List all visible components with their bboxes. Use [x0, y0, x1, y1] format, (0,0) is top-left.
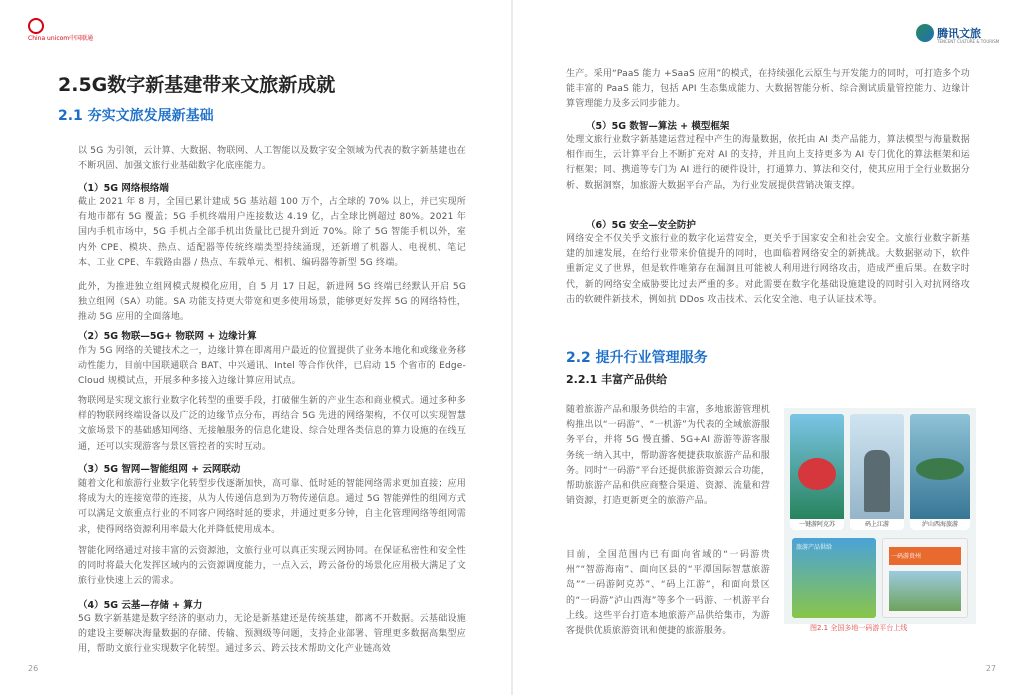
intro-paragraph: 以 5G 为引领，云计算、大数据、物联网、人工智能以及数字安全领域为代表的数字新基建也在不断巩固、加强文旅行业基础数字化底座能力。	[78, 146, 466, 172]
figure-label-jiangyou: 码上江游	[850, 519, 904, 530]
promo-screenshot-guizhou	[882, 538, 968, 618]
section-heading-2-1: 2.1 夯实文旅发展新基础	[58, 108, 214, 124]
statue-image	[864, 450, 890, 512]
promo-landscape-image	[889, 571, 961, 611]
subheading-5g-smartnet: （3）5G 智网—智能组网 + 云网联动	[78, 464, 241, 475]
paragraph-5g-network: 截止 2021 年 8 月，全国已累计建成 5G 基站超 100 万个，占全球的 70% 以上，并已实现所有地市都有 5G 覆盖；5G 手机终端用户连接数达 4.19 亿，占全球比例超过 80%。2021 年国内手机市场中，5G 手机占全部手机出货量比已提升到近 70%。除了 5G 智能手机以外，室内外 CPE、模块、热点、适配器等传统终端类型持续涌现，还新增了机器人、电视机、笔记本、工业 CPE、车载路由器 / 热点、车载单元、相机、编码器等新型 5G 终端。	[78, 197, 466, 268]
paragraph-platforms: 目前，全国范围内已有面向省域的“一码游贵州”“智游海南”、面向区县的“平潭国际智慧旅游岛”“一码游阿克苏”、“码上江游”，和面向景区的“一码游”泸山西海”等多个一码游、一机游平台上线。这些平台打造本地旅游产品供给集市，为游客提供优质旅游资讯和便捷的旅游服务。	[566, 550, 770, 637]
tencent-tourism-name: 腾讯文旅	[937, 27, 981, 40]
island-image	[916, 458, 964, 480]
platform-screenshots-figure	[784, 408, 976, 624]
phone-screenshot-jiangyou	[850, 414, 904, 530]
tencent-tourism-subtitle: TENCENT CULTURE & TOURISM	[937, 39, 1000, 44]
paragraph-ai: 处理文旅行业数字新基建运营过程中产生的海量数据，依托由 AI 类产品能力，算法模型与海量数据相作而生，云计算平台上不断扩充对 AI 的支持，并且向上支持更多为 AI 专门优化的算法框架和运行框架；同、携道等专门为 AI 进行的硬件设计，打通算力、算法和交付，使其应用于全行业数据分析、数据洞察，加旅游大数据平台产品，为行业发展提供营销决策支撑。	[566, 135, 970, 191]
figure-label-aksu: 一键游阿克苏	[790, 519, 844, 530]
paragraph-edge: 作为 5G 网络的关键技术之一，边缘计算在即离用户最近的位置提供了业务本地化和或缘业务移动性能力，目前中国联通联合 BAT、中兴通讯、Intel 等合作伙伴，已启动 15 个省市的 Edge-Cloud 规模试点，开展多种多接入边缘计算应用试点。	[78, 346, 466, 387]
promo-screenshot-products	[792, 538, 876, 618]
section-heading-2-2: 2.2 提升行业管理服务	[566, 350, 708, 366]
page-number-left: 26	[28, 664, 39, 673]
subheading-5g-security: （6）5G 安全—安全防护	[586, 220, 696, 231]
figure-label-lushan: 泸山西海旅游	[910, 519, 970, 530]
phone-screenshot-lushan	[910, 414, 970, 530]
phone-screenshot-aksu	[790, 414, 844, 530]
paragraph-cloud: 5G 数字新基建是数字经济的驱动力，无论是新基建还是传统基建，都离不开数据。云基础设施的建设主要解决海量数据的存储、传输、预测级等问题，支持企业部署、管理更多数据高集型应用，帮助文旅行业实现数字化转型。通过多云、跨云技术帮助文化产业链高效	[78, 614, 466, 655]
paragraph-smartnet: 随着文化和旅游行业数字化转型步伐逐渐加快，高可靠、低时延的智能网络需求更加直接；应用将成为大的连接宽带的连接，从为人传递信息到为万物传递信息。通过 5G 智能弹性的组网方式可以满足文旅重点行业的不同客户网络时延的要求，并通过更多分钟，自主化管理网络等组网需求，使得网络资源利用率最大化并降低使用成本。	[78, 479, 466, 535]
unicom-logo-text: China unicom中国联通	[28, 35, 94, 42]
paragraph-paas: 生产。采用“PaaS 能力 +SaaS 应用”的模式，在持续强化云原生与开发能力的同时，可打造多个功能丰富的 PaaS 能力，包括 API 生态集成能力、大数据智能分析、综合测试质量管控能力、边缘计算管理能力及多云同步能力。	[566, 69, 970, 110]
subsection-heading-2-2-1: 2.2.1 丰富产品供给	[566, 373, 668, 386]
promo-label-guizhou: 一码游贵州	[891, 553, 922, 560]
figure-caption: 图2.1 全国多地一码游平台上线	[810, 624, 908, 632]
china-unicom-logo	[28, 18, 94, 44]
page-number-right: 27	[985, 664, 996, 673]
paragraph-iot: 物联网是实现文旅行业数字化转型的重要手段，打破催生新的产业生态和商业模式。通过多种多样的物联网终端设备以及广泛的边缘节点分布，再结合 5G 先进的网络架构，不仅可以实现智慧文旅场景下的基础感知网络、无接触服务的信息化建设、综合处理各类信息的算力设施的在线互通，还可以实现游客与景区管控者的实时互动。	[78, 396, 466, 452]
subheading-5g-cloud: （4）5G 云基—存储 + 算力	[78, 600, 203, 611]
page-title: 2.5G数字新基建带来文旅新成就	[58, 74, 336, 96]
tencent-tourism-icon	[916, 24, 934, 42]
subheading-5g-iot: （2）5G 物联—5G+ 物联网 + 边缘计算	[78, 331, 257, 342]
paragraph-sa: 此外，为推进独立组网模式规模化应用，自 5 月 17 日起，新进网 5G 终端已经默认开启 5G 独立组网（SA）功能。SA 功能支持更大带宽和更多使用场景，能够更好发挥 5G 的网络特性，推动 5G 应用的全面落地。	[78, 282, 466, 323]
subheading-5g-network: （1）5G 网络根络端	[78, 183, 169, 194]
apple-image	[798, 458, 836, 490]
paragraph-security: 网络安全不仅关乎文旅行业的数字化运营安全，更关乎于国家安全和社会安全。文旅行业数字新基建的加速发展，在给行业带来价值提升的同时，也面临着网络安全的新挑战。大数据驱动下，软件重新定义了世界，但是软件唯第存在漏洞且可能被人利用进行网络攻击，造成严重后果。在数字时代，新的网络安全威胁要比过去严重的多。对此需要在数字化基础设施建设的同时引入对抗网络攻击的软硬件新技术，例如抗 DDos 攻击技术、云化安全池、电子认证技术等。	[566, 234, 970, 305]
unicom-knot-icon	[28, 18, 44, 34]
paragraph-one-code-tour: 随着旅游产品和服务供给的丰富，多地旅游管理机构推出以“一码游”、“一机游”为代表的全域旅游服务平台，并将 5G 慢直播、5G+AI 游游等游客服务统一纳入其中，帮助游客便捷获取旅游产品和服务。同时“一码游”平台还提供旅游资源云合功能，帮助旅游产品和供应商整合渠道、资源、流量和营销资源，打造更新更全的旅游产品。	[566, 405, 770, 507]
promo-label-products: 旅游产品供给	[796, 544, 833, 551]
tencent-culture-tourism-logo	[916, 24, 1000, 48]
subheading-5g-ai: （5）5G 数智—算法 + 模型框架	[586, 121, 730, 132]
paragraph-cloudnet: 智能化网络通过对接丰富的云资源池，文旅行业可以真正实现云网协同。在保证私密性和安全性的同时将最大化发挥区域内的云资源调度能力，一点入云，跨云备份的场景化应用极大满足了文旅行业快速上云的需求。	[78, 546, 466, 587]
